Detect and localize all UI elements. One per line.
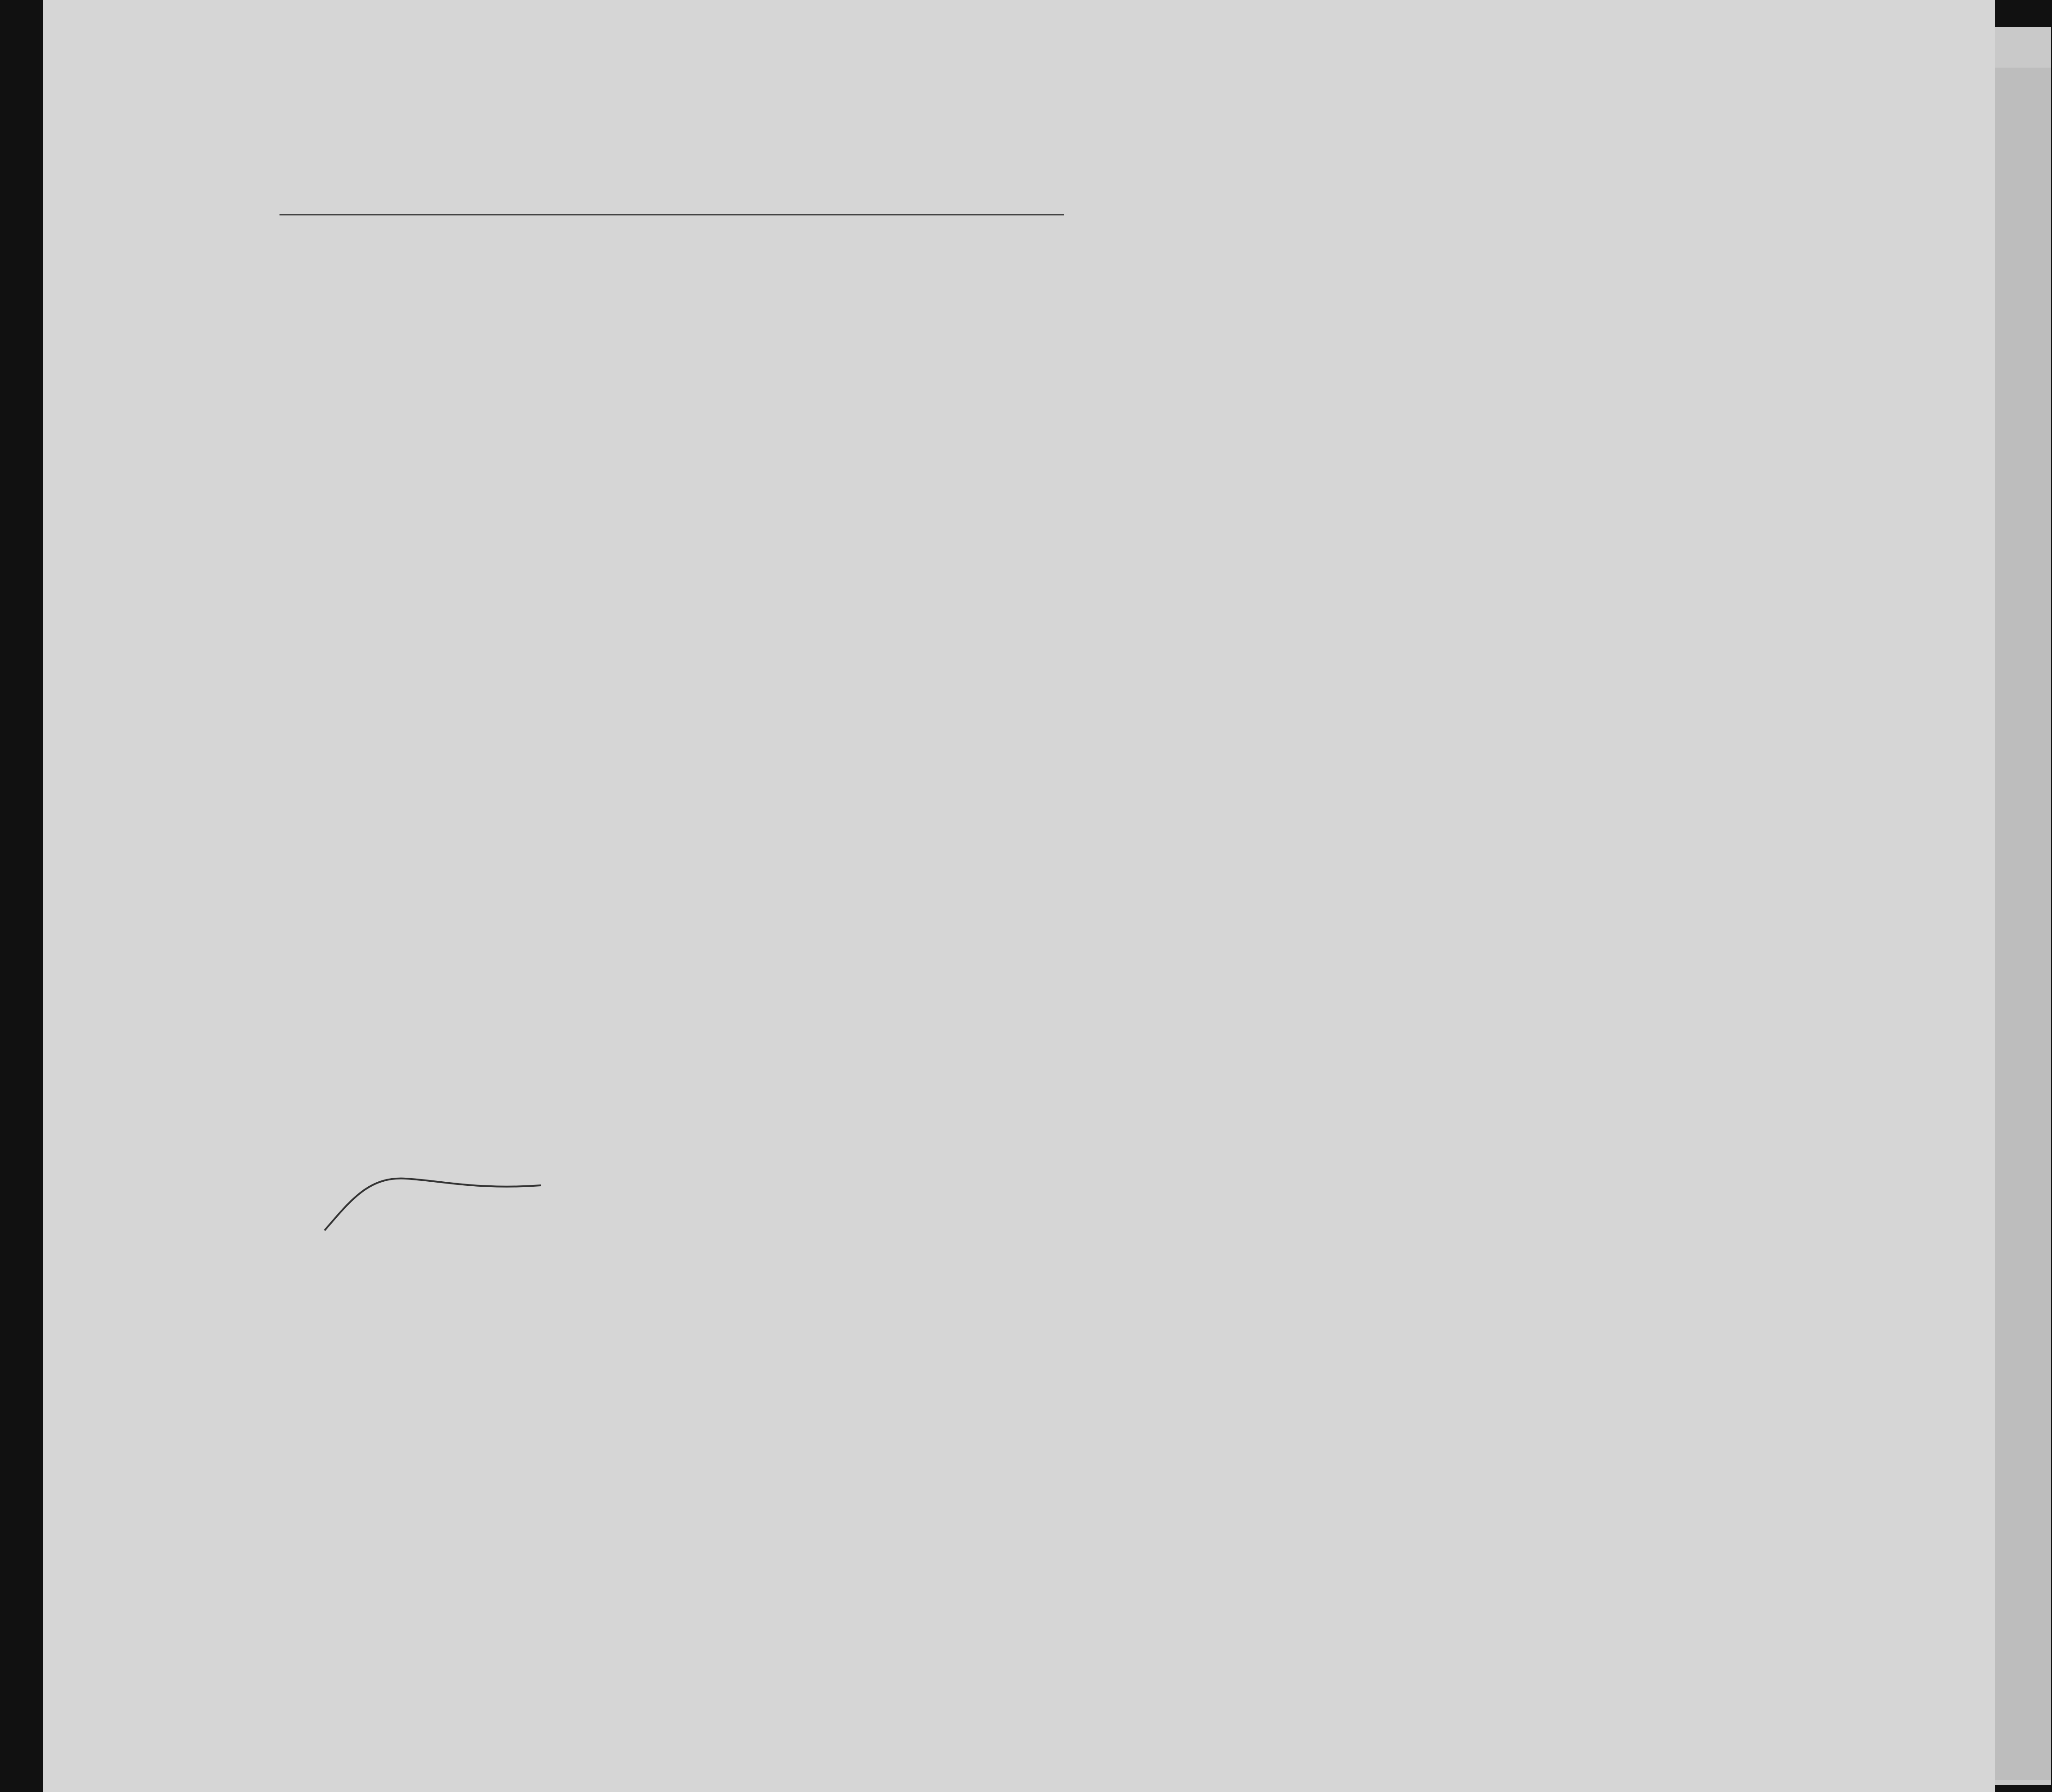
date-underline [279,214,1064,215]
manifest-sheet [43,0,1995,1792]
handwritten-stroke [316,1158,550,1239]
